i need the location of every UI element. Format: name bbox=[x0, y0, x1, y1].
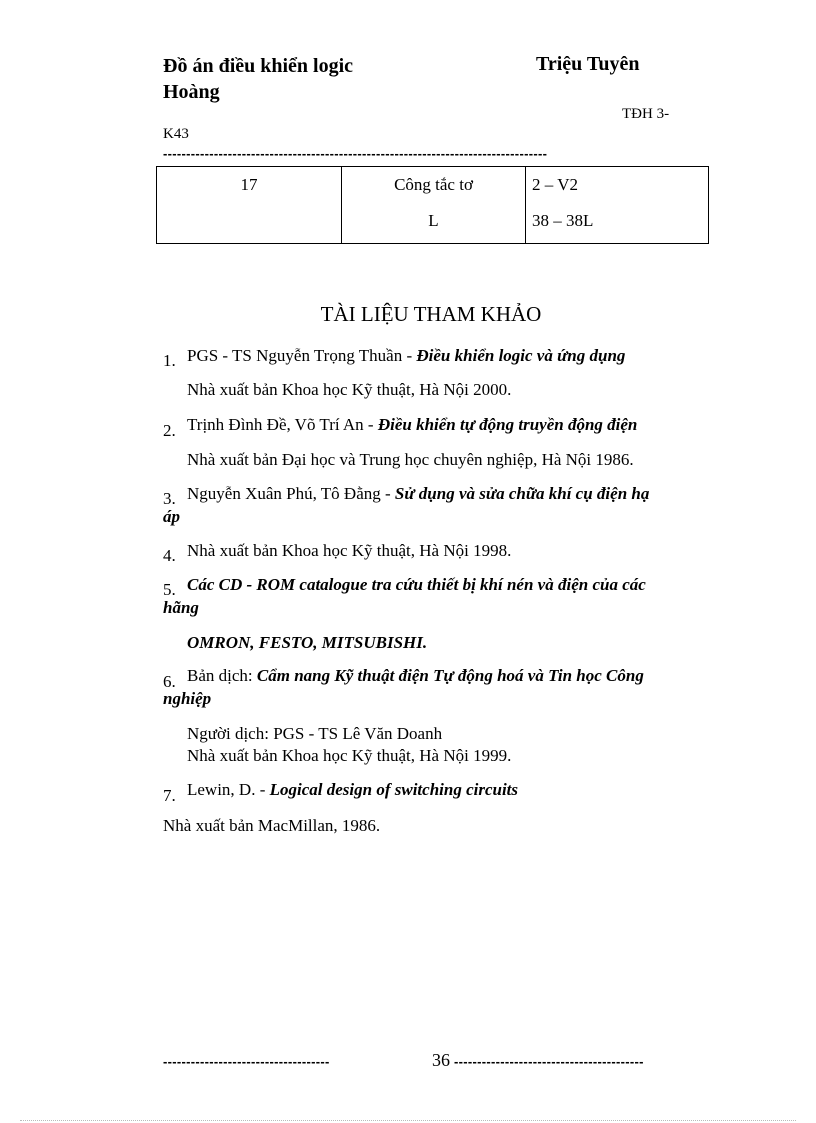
ref-4-number: 4. bbox=[163, 546, 176, 565]
ref-7-number: 7. bbox=[163, 786, 176, 805]
table-row bbox=[157, 167, 709, 244]
ref-1-book: Điều khiển logic và ứng dụng bbox=[416, 346, 626, 365]
ref-3-book-line2: áp bbox=[163, 507, 180, 526]
references-title: TÀI LIỆU THAM KHẢO bbox=[320, 302, 542, 326]
equipment-table bbox=[156, 166, 709, 244]
ref-4-entry: Nhà xuất bản Khoa học Kỹ thuật, Hà Nội 1998. bbox=[187, 541, 512, 560]
class-code-part2: K43 bbox=[163, 126, 189, 142]
connection-line1: 2 – V2 bbox=[532, 175, 578, 194]
document-title-line2: Hoàng bbox=[163, 81, 220, 103]
ref-5-book-line1: Các CD - ROM catalogue tra cứu thiết bị khí nén và điện của các bbox=[187, 575, 646, 594]
ref-5-book-line2: hãng bbox=[163, 598, 199, 617]
row-number: 17 bbox=[240, 175, 258, 194]
ref-2-book: Điều khiển tự động truyền động điện bbox=[377, 415, 638, 434]
header-separator: ----------------------------------------------------------------------------------- bbox=[163, 146, 548, 161]
page-number: 36 bbox=[432, 1050, 450, 1070]
footer-left-dashes: ------------------------------------ bbox=[163, 1054, 330, 1069]
document-title bbox=[163, 53, 353, 105]
document-title-line1: Đồ án điều khiển logic bbox=[163, 55, 354, 77]
device-name-line2: L bbox=[428, 211, 439, 230]
author-name: Triệu Tuyên bbox=[536, 53, 640, 75]
ref-6-entry bbox=[187, 666, 644, 686]
table-cell-name bbox=[342, 167, 526, 244]
ref-1-entry bbox=[187, 346, 625, 366]
ref-6-translator: Người dịch: PGS - TS Lê Văn Doanh bbox=[187, 724, 443, 743]
ref-7-author: Lewin, D. - bbox=[187, 780, 270, 799]
ref-1-publisher: Nhà xuất bản Khoa học Kỹ thuật, Hà Nội 2000. bbox=[187, 380, 512, 399]
device-name-line1: Công tắc tơ bbox=[394, 175, 473, 194]
ref-3-number: 3. bbox=[163, 489, 176, 508]
ref-3-entry bbox=[187, 484, 649, 504]
ref-3-book-line1: Sử dụng và sửa chữa khí cụ điện hạ bbox=[394, 484, 650, 503]
ref-2-entry bbox=[187, 415, 637, 435]
ref-3-author: Nguyễn Xuân Phú, Tô Đằng - bbox=[187, 484, 395, 503]
ref-6-book-line2: nghiệp bbox=[163, 689, 212, 708]
connection-line2: 38 – 38L bbox=[532, 211, 594, 230]
ref-1-number: 1. bbox=[163, 351, 176, 370]
ref-7-entry bbox=[187, 780, 518, 800]
class-code-part1: TĐH 3- bbox=[622, 106, 670, 122]
table-cell-connection bbox=[526, 167, 709, 244]
ref-2-author: Trịnh Đình Đề, Võ Trí An - bbox=[187, 415, 378, 434]
ref-2-number: 2. bbox=[163, 421, 176, 440]
ref-5-book-line3: OMRON, FESTO, MITSUBISHI. bbox=[187, 633, 428, 652]
ref-7-publisher: Nhà xuất bản MacMillan, 1986. bbox=[163, 816, 381, 835]
ref-1-author: PGS - TS Nguyễn Trọng Thuần - bbox=[187, 346, 417, 365]
ref-6-book-line1: Cẩm nang Kỹ thuật điện Tự động hoá và Tin học Công bbox=[256, 666, 644, 685]
ref-6-number: 6. bbox=[163, 672, 176, 691]
page-edge-divider bbox=[20, 1120, 796, 1121]
ref-5-number: 5. bbox=[163, 580, 176, 599]
ref-6-prefix: Bản dịch: bbox=[187, 666, 257, 685]
ref-2-publisher: Nhà xuất bản Đại học và Trung học chuyên nghiệp, Hà Nội 1986. bbox=[187, 450, 634, 469]
footer-right-dashes: ----------------------------------------- bbox=[454, 1054, 644, 1069]
ref-7-book: Logical design of switching circuits bbox=[269, 780, 519, 799]
table-cell-number bbox=[157, 167, 342, 244]
ref-6-publisher: Nhà xuất bản Khoa học Kỹ thuật, Hà Nội 1999. bbox=[187, 746, 512, 765]
